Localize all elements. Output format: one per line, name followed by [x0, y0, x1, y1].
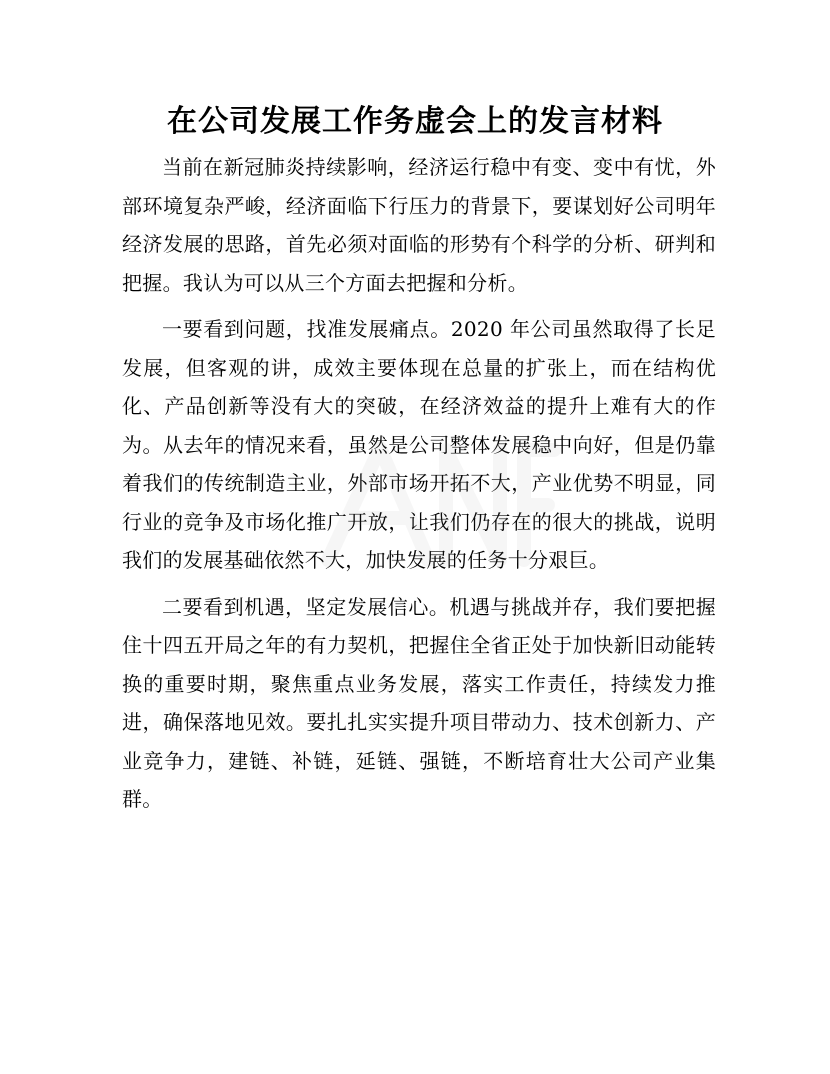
paragraph-problems: 一要看到问题，找准发展痛点。2020 年公司虽然取得了长足发展，但客观的讲，成效主要体现在总量的扩张上，而在结构优化、产品创新等没有大的突破，在经济效益的提升上难有大的作为。从去年的情况来看，虽然是公司整体发展稳中向好，但是仍靠着我们的传统制造主业，外部市场开拓不大，产业优势不明显，同行业的竞争及市场化推广开放，让我们仍存在的很大的挑战，说明我们的发展基础依然不大，加快发展的任务十分艰巨。: [122, 317, 716, 572]
document-body: [122, 148, 716, 827]
document-title: 在公司发展工作务虚会上的发言材料: [167, 104, 663, 139]
paragraph-opportunities: 二要看到机遇，坚定发展信心。机遇与挑战并存，我们要把握住十四五开局之年的有力契机，把握住全省正处于加快新旧动能转换的重要时期，聚焦重点业务发展，落实工作责任，持续发力推进，确保落地见效。要扎扎实实提升项目带动力、技术创新力、产业竞争力，建链、补链，延链、强链，不断培育壮大公司产业集群。: [122, 594, 716, 811]
paragraph-intro: 当前在新冠肺炎持续影响，经济运行稳中有变、变中有忧，外部环境复杂严峻，经济面临下行压力的背景下，要谋划好公司明年经济发展的思路，首先必须对面临的形势有个科学的分析、研判和把握。我认为可以从三个方面去把握和分析。: [122, 155, 716, 295]
